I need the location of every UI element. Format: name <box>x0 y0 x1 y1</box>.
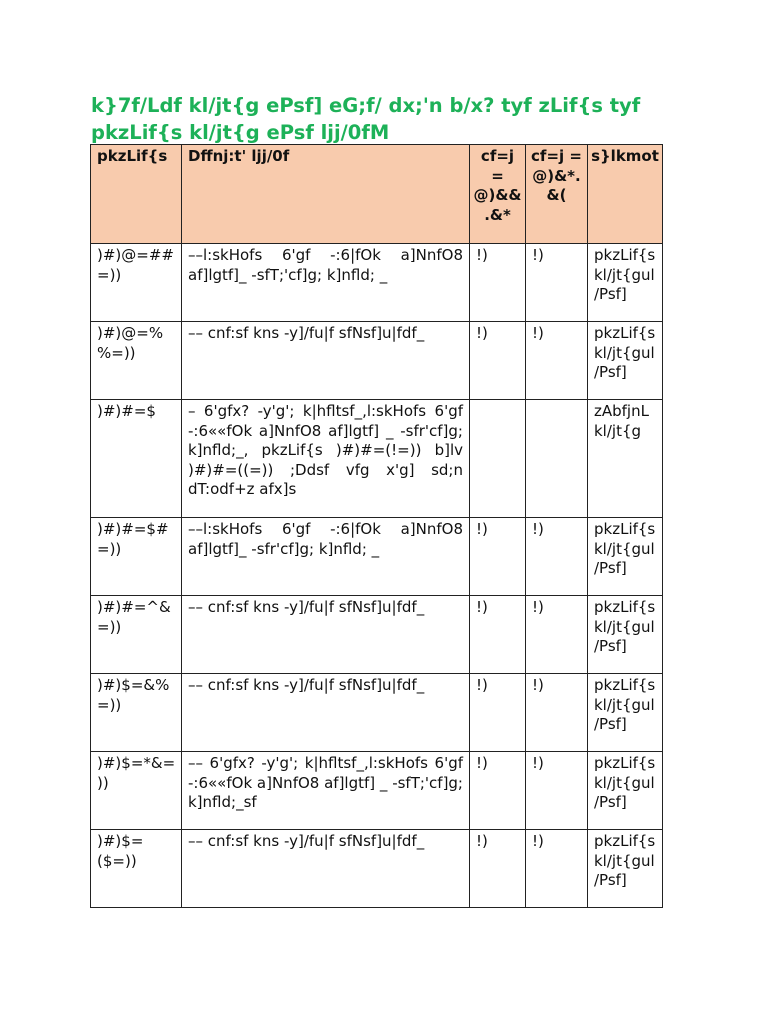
table-row <box>91 596 663 674</box>
cell-value-1 <box>470 400 526 518</box>
cell-remark: zAbfjnL kl/jt{g <box>588 400 663 518</box>
cell-value-1: !) <box>470 518 526 596</box>
cell-value-2: !) <box>526 518 588 596</box>
cell-value-2: !) <box>526 830 588 908</box>
cell-remark: pkzLif{s kl/jt{gul/Psf] <box>588 830 663 908</box>
cell-description: – 6'gfx? -y'g'; k|hfltsf_,l:skHofs 6'gf -:6««fOk a]NnfO8 af]lgtf] _ -sfr'cf]g; k]nfld;_, pkzLif{s )#)#=(!=)) b]lv )#)#=((=)) ;Ddsf vfg x'g] sd;n dT:odf+z afx]s <box>182 400 470 518</box>
cell-value-2: !) <box>526 322 588 400</box>
cell-code: )#)@=%%=)) <box>91 322 182 400</box>
header-remarks: s}lkmot <box>588 145 663 244</box>
cell-value-2: !) <box>526 596 588 674</box>
cell-code: )#)$=*&=)) <box>91 752 182 830</box>
cell-value-1: !) <box>470 674 526 752</box>
cell-value-1: !) <box>470 596 526 674</box>
title-line-1: k}7f/Ldf kl/jt{g ePsf] eG;f/ dx;'n b/x? tyf zLif{s tyf <box>91 94 641 117</box>
cell-description: –– cnf:sf kns -y]/fu|f sfNsf]u|fdf_ <box>182 830 470 908</box>
cell-code: )#)$=($=)) <box>91 830 182 908</box>
title-line-2: pkzLif{s kl/jt{g ePsf ljj/0fM <box>91 121 390 144</box>
cell-code: )#)#=$ <box>91 400 182 518</box>
cell-description: –– cnf:sf kns -y]/fu|f sfNsf]u|fdf_ <box>182 674 470 752</box>
cell-description: –– cnf:sf kns -y]/fu|f sfNsf]u|fdf_ <box>182 322 470 400</box>
cell-code: )#)#=$#=)) <box>91 518 182 596</box>
cell-code: )#)#=^&=)) <box>91 596 182 674</box>
cell-remark: pkzLif{s kl/jt{gul/Psf] <box>588 518 663 596</box>
header-fy-1: cf=j = @)&&.&* <box>470 145 526 244</box>
cell-description: –– 6'gfx? -y'g'; k|hfltsf_,l:skHofs 6'gf -:6««fOk a]NnfO8 af]lgtf] _ -sfT;'cf]g; k]nfld;_sf <box>182 752 470 830</box>
cell-description: –– cnf:sf kns -y]/fu|f sfNsf]u|fdf_ <box>182 596 470 674</box>
header-fy-2: cf=j = @)&*.&( <box>526 145 588 244</box>
tariff-change-table <box>90 144 663 908</box>
cell-value-1: !) <box>470 752 526 830</box>
document-title <box>91 92 691 146</box>
table-row <box>91 830 663 908</box>
cell-description: ––l:skHofs 6'gf -:6|fOk a]NnfO8 af]lgtf]_ -sfT;'cf]g; k]nfld; _ <box>182 244 470 322</box>
cell-description: ––l:skHofs 6'gf -:6|fOk a]NnfO8 af]lgtf]_ -sfr'cf]g; k]nfld; _ <box>182 518 470 596</box>
table-row <box>91 518 663 596</box>
cell-value-2: !) <box>526 752 588 830</box>
cell-remark: pkzLif{s kl/jt{gul/Psf] <box>588 674 663 752</box>
table-row <box>91 400 663 518</box>
table-row <box>91 752 663 830</box>
cell-remark: pkzLif{s kl/jt{gul/Psf] <box>588 752 663 830</box>
header-subheading: pkzLif{s <box>91 145 182 244</box>
cell-value-1: !) <box>470 244 526 322</box>
cell-remark: pkzLif{s kl/jt{gul/Psf] <box>588 596 663 674</box>
cell-value-2: !) <box>526 244 588 322</box>
table-row <box>91 674 663 752</box>
header-description: Dffnj:t' ljj/0f <box>182 145 470 244</box>
cell-value-1: !) <box>470 322 526 400</box>
cell-code: )#)$=&%=)) <box>91 674 182 752</box>
cell-remark: pkzLif{s kl/jt{gul/Psf] <box>588 244 663 322</box>
cell-value-2: !) <box>526 674 588 752</box>
cell-value-2 <box>526 400 588 518</box>
cell-value-1: !) <box>470 830 526 908</box>
table-row <box>91 244 663 322</box>
table-header-row <box>91 145 663 244</box>
cell-remark: pkzLif{s kl/jt{gul/Psf] <box>588 322 663 400</box>
cell-code: )#)@=##=)) <box>91 244 182 322</box>
table-row <box>91 322 663 400</box>
